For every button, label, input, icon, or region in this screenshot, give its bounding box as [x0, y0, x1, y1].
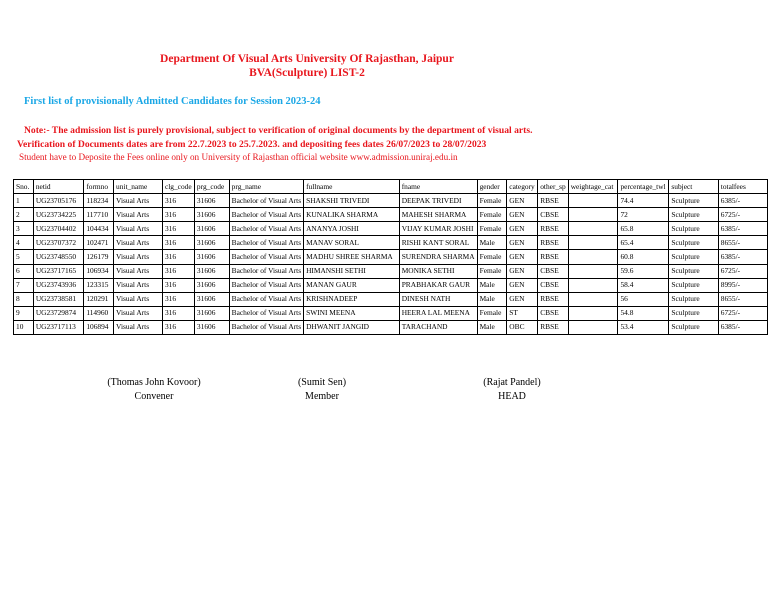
- table-cell-weightage-cat: [568, 320, 618, 334]
- table-cell-formno: 126179: [84, 250, 114, 264]
- table-cell-fullname: KUNALIKA SHARMA: [304, 208, 400, 222]
- table-cell-other-sp: CBSE: [538, 208, 568, 222]
- table-cell-percentage-twl: 65.8: [618, 222, 669, 236]
- table-cell-unit-name: Visual Arts: [114, 194, 163, 208]
- table-cell-subject: Sculpture: [669, 250, 718, 264]
- table-cell-fullname: ANANYA JOSHI: [304, 222, 400, 236]
- table-row: [14, 292, 768, 306]
- table-cell-prg-code: 31606: [194, 292, 229, 306]
- table-cell-other-sp: RBSE: [538, 236, 568, 250]
- column-header: gender: [477, 180, 507, 194]
- signatory-role: HEAD: [498, 391, 526, 402]
- table-cell-other-sp: RBSE: [538, 320, 568, 334]
- table-row: [14, 222, 768, 236]
- table-cell-formno: 102471: [84, 236, 114, 250]
- table-cell-clg-code: 316: [162, 292, 194, 306]
- table-cell-gender: Female: [477, 208, 507, 222]
- table-cell-subject: Sculpture: [669, 264, 718, 278]
- table-cell-fullname: DHWANIT JANGID: [304, 320, 400, 334]
- column-header: other_sp: [538, 180, 568, 194]
- table-cell-unit-name: Visual Arts: [114, 208, 163, 222]
- table-cell-netid: UG23734225: [33, 208, 83, 222]
- column-header: prg_code: [194, 180, 229, 194]
- table-cell-prg-name: Bachelor of Visual Arts: [229, 222, 303, 236]
- table-cell-fname: RISHI KANT SORAL: [399, 236, 477, 250]
- table-cell-totalfees: 6385/-: [718, 222, 767, 236]
- table-cell-percentage-twl: 72: [618, 208, 669, 222]
- table-cell-gender: Male: [477, 278, 507, 292]
- table-cell-prg-code: 31606: [194, 306, 229, 320]
- table-cell-category: OBC: [507, 320, 538, 334]
- column-header: totalfees: [718, 180, 767, 194]
- table-cell-fname: VIJAY KUMAR JOSHI: [399, 222, 477, 236]
- table-cell-subject: Sculpture: [669, 292, 718, 306]
- table-row: [14, 320, 768, 334]
- table-cell-gender: Male: [477, 236, 507, 250]
- table-cell-percentage-twl: 53.4: [618, 320, 669, 334]
- table-cell-prg-code: 31606: [194, 222, 229, 236]
- table-cell-weightage-cat: [568, 222, 618, 236]
- table-cell-weightage-cat: [568, 194, 618, 208]
- signatory-role: Member: [305, 391, 339, 402]
- table-cell-gender: Female: [477, 250, 507, 264]
- table-cell-weightage-cat: [568, 292, 618, 306]
- table-cell-fname: MONIKA SETHI: [399, 264, 477, 278]
- table-cell-clg-code: 316: [162, 320, 194, 334]
- table-cell-fname: MAHESH SHARMA: [399, 208, 477, 222]
- table-cell-formno: 123315: [84, 278, 114, 292]
- table-cell-totalfees: 8655/-: [718, 236, 767, 250]
- table-cell-clg-code: 316: [162, 208, 194, 222]
- signatory-name: (Rajat Pandel): [483, 377, 541, 388]
- table-cell-formno: 120291: [84, 292, 114, 306]
- table-cell-fullname: MANAN GAUR: [304, 278, 400, 292]
- table-cell-gender: Female: [477, 194, 507, 208]
- table-cell-clg-code: 316: [162, 264, 194, 278]
- table-cell-gender: Female: [477, 264, 507, 278]
- table-cell-sno-: 9: [14, 306, 34, 320]
- table-cell-weightage-cat: [568, 250, 618, 264]
- table-cell-prg-name: Bachelor of Visual Arts: [229, 208, 303, 222]
- table-cell-other-sp: RBSE: [538, 292, 568, 306]
- table-cell-netid: UG23707372: [33, 236, 83, 250]
- table-cell-prg-code: 31606: [194, 236, 229, 250]
- table-cell-percentage-twl: 59.6: [618, 264, 669, 278]
- table-cell-fname: DEEPAK TRIVEDI: [399, 194, 477, 208]
- column-header: category: [507, 180, 538, 194]
- table-cell-netid: UG23738581: [33, 292, 83, 306]
- table-cell-percentage-twl: 60.8: [618, 250, 669, 264]
- table-cell-sno-: 8: [14, 292, 34, 306]
- signature-member: [262, 376, 382, 404]
- table-cell-category: GEN: [507, 264, 538, 278]
- table-cell-weightage-cat: [568, 208, 618, 222]
- table-cell-percentage-twl: 54.8: [618, 306, 669, 320]
- table-cell-prg-name: Bachelor of Visual Arts: [229, 292, 303, 306]
- table-cell-weightage-cat: [568, 264, 618, 278]
- table-row: [14, 306, 768, 320]
- table-row: [14, 208, 768, 222]
- table-cell-fname: TARACHAND: [399, 320, 477, 334]
- table-cell-fname: DINESH NATH: [399, 292, 477, 306]
- table-row: [14, 194, 768, 208]
- signatory-name: (Sumit Sen): [297, 377, 347, 388]
- table-cell-category: GEN: [507, 222, 538, 236]
- table-cell-other-sp: CBSE: [538, 306, 568, 320]
- table-cell-fname: PRABHAKAR GAUR: [399, 278, 477, 292]
- table-cell-percentage-twl: 56: [618, 292, 669, 306]
- table-cell-netid: UG23729874: [33, 306, 83, 320]
- table-cell-subject: Sculpture: [669, 236, 718, 250]
- table-cell-prg-code: 31606: [194, 208, 229, 222]
- table-cell-totalfees: 8655/-: [718, 292, 767, 306]
- table-cell-clg-code: 316: [162, 194, 194, 208]
- table-cell-fname: SURENDRA SHARMA: [399, 250, 477, 264]
- session-heading: First list of provisionally Admitted Candidates for Session 2023-24: [24, 96, 321, 107]
- table-cell-gender: Female: [477, 222, 507, 236]
- table-cell-netid: UG23748550: [33, 250, 83, 264]
- table-cell-subject: Sculpture: [669, 194, 718, 208]
- column-header: formno: [84, 180, 114, 194]
- table-cell-unit-name: Visual Arts: [114, 264, 163, 278]
- table-cell-weightage-cat: [568, 278, 618, 292]
- table-cell-fullname: SHAKSHI TRIVEDI: [304, 194, 400, 208]
- table-cell-subject: Sculpture: [669, 306, 718, 320]
- column-header: unit_name: [114, 180, 163, 194]
- column-header: fname: [399, 180, 477, 194]
- table-cell-weightage-cat: [568, 236, 618, 250]
- table-cell-subject: Sculpture: [669, 320, 718, 334]
- note-fees-online: Student have to Deposite the Fees online only on University of Rajasthan official website www.admission.uniraj.edu.in: [19, 152, 458, 162]
- table-cell-gender: Male: [477, 320, 507, 334]
- admitted-candidates-table: [13, 179, 768, 335]
- table-cell-unit-name: Visual Arts: [114, 306, 163, 320]
- table-cell-category: GEN: [507, 194, 538, 208]
- table-cell-category: GEN: [507, 292, 538, 306]
- table-cell-other-sp: RBSE: [538, 222, 568, 236]
- table-cell-sno-: 6: [14, 264, 34, 278]
- column-header: clg_code: [162, 180, 194, 194]
- table-cell-totalfees: 6725/-: [718, 208, 767, 222]
- signatory-name: (Thomas John Kovoor): [107, 377, 201, 388]
- table-cell-sno-: 4: [14, 236, 34, 250]
- table-cell-prg-name: Bachelor of Visual Arts: [229, 194, 303, 208]
- table-cell-netid: UG23705176: [33, 194, 83, 208]
- table-cell-clg-code: 316: [162, 278, 194, 292]
- table-cell-sno-: 10: [14, 320, 34, 334]
- table-cell-unit-name: Visual Arts: [114, 250, 163, 264]
- table-cell-other-sp: CBSE: [538, 264, 568, 278]
- table-row: [14, 264, 768, 278]
- table-cell-other-sp: RBSE: [538, 194, 568, 208]
- table-cell-clg-code: 316: [162, 250, 194, 264]
- table-cell-totalfees: 6725/-: [718, 264, 767, 278]
- table-cell-clg-code: 316: [162, 236, 194, 250]
- column-header: fullname: [304, 180, 400, 194]
- table-cell-subject: Sculpture: [669, 222, 718, 236]
- column-header: subject: [669, 180, 718, 194]
- table-cell-subject: Sculpture: [669, 278, 718, 292]
- table-cell-sno-: 7: [14, 278, 34, 292]
- table-cell-percentage-twl: 65.4: [618, 236, 669, 250]
- table-cell-formno: 117710: [84, 208, 114, 222]
- table-cell-other-sp: RBSE: [538, 250, 568, 264]
- table-cell-fullname: MADHU SHREE SHARMA: [304, 250, 400, 264]
- table-cell-formno: 118234: [84, 194, 114, 208]
- table-cell-gender: Female: [477, 306, 507, 320]
- table-cell-unit-name: Visual Arts: [114, 320, 163, 334]
- table-cell-prg-name: Bachelor of Visual Arts: [229, 236, 303, 250]
- table-row: [14, 236, 768, 250]
- table-cell-prg-code: 31606: [194, 320, 229, 334]
- table-cell-weightage-cat: [568, 306, 618, 320]
- signature-head: [452, 376, 572, 404]
- column-header: weightage_cat: [568, 180, 618, 194]
- table-cell-prg-name: Bachelor of Visual Arts: [229, 320, 303, 334]
- table-cell-category: GEN: [507, 250, 538, 264]
- table-cell-fullname: KRISHNADEEP: [304, 292, 400, 306]
- table-cell-clg-code: 316: [162, 306, 194, 320]
- signature-convener: [94, 376, 214, 404]
- list-title: BVA(Sculpture) LIST-2: [249, 67, 365, 79]
- table-cell-sno-: 5: [14, 250, 34, 264]
- table-cell-formno: 106894: [84, 320, 114, 334]
- table-cell-netid: UG23717165: [33, 264, 83, 278]
- table-cell-totalfees: 6385/-: [718, 320, 767, 334]
- table-cell-netid: UG23704402: [33, 222, 83, 236]
- document-title: Department Of Visual Arts University Of Rajasthan, Jaipur: [160, 53, 454, 65]
- table-cell-fname: HEERA LAL MEENA: [399, 306, 477, 320]
- table-cell-totalfees: 6725/-: [718, 306, 767, 320]
- table-cell-formno: 114960: [84, 306, 114, 320]
- table-row: [14, 278, 768, 292]
- table-cell-prg-code: 31606: [194, 194, 229, 208]
- table-cell-formno: 104434: [84, 222, 114, 236]
- table-cell-prg-name: Bachelor of Visual Arts: [229, 250, 303, 264]
- table-cell-sno-: 1: [14, 194, 34, 208]
- table-cell-unit-name: Visual Arts: [114, 278, 163, 292]
- table-cell-sno-: 2: [14, 208, 34, 222]
- column-header: netid: [33, 180, 83, 194]
- table-cell-category: GEN: [507, 236, 538, 250]
- table-cell-category: GEN: [507, 278, 538, 292]
- table-cell-fullname: HIMANSHI SETHI: [304, 264, 400, 278]
- table-cell-netid: UG23743936: [33, 278, 83, 292]
- table-cell-percentage-twl: 58.4: [618, 278, 669, 292]
- table-cell-category: GEN: [507, 208, 538, 222]
- table-cell-fullname: SWINI MEENA: [304, 306, 400, 320]
- table-cell-totalfees: 6385/-: [718, 250, 767, 264]
- table-cell-subject: Sculpture: [669, 208, 718, 222]
- note-verification-dates: Verification of Documents dates are from 22.7.2023 to 25.7.2023. and depositing fees dates 26/07/2023 to 28/07/2023: [17, 139, 487, 150]
- table-cell-formno: 106934: [84, 264, 114, 278]
- table-cell-prg-name: Bachelor of Visual Arts: [229, 264, 303, 278]
- signatory-role: Convener: [134, 391, 174, 402]
- column-header: Sno.: [14, 180, 34, 194]
- table-header-row: [14, 180, 768, 194]
- table-cell-netid: UG23717113: [33, 320, 83, 334]
- column-header: prg_name: [229, 180, 303, 194]
- table-cell-gender: Male: [477, 292, 507, 306]
- table-cell-prg-name: Bachelor of Visual Arts: [229, 306, 303, 320]
- table-cell-unit-name: Visual Arts: [114, 236, 163, 250]
- table-cell-totalfees: 8995/-: [718, 278, 767, 292]
- table-cell-unit-name: Visual Arts: [114, 292, 163, 306]
- table-cell-prg-code: 31606: [194, 264, 229, 278]
- table-cell-prg-code: 31606: [194, 250, 229, 264]
- table-cell-sno-: 3: [14, 222, 34, 236]
- table-row: [14, 250, 768, 264]
- table-cell-prg-code: 31606: [194, 278, 229, 292]
- table-cell-prg-name: Bachelor of Visual Arts: [229, 278, 303, 292]
- table-cell-clg-code: 316: [162, 222, 194, 236]
- table-cell-fullname: MANAV SORAL: [304, 236, 400, 250]
- table-cell-category: ST: [507, 306, 538, 320]
- table-cell-unit-name: Visual Arts: [114, 222, 163, 236]
- table-cell-other-sp: CBSE: [538, 278, 568, 292]
- column-header: percentage_twl: [618, 180, 669, 194]
- table-cell-percentage-twl: 74.4: [618, 194, 669, 208]
- note-provisional: Note:- The admission list is purely provisional, subject to verification of original documents by the department of visual arts.: [24, 125, 533, 136]
- table-cell-totalfees: 6385/-: [718, 194, 767, 208]
